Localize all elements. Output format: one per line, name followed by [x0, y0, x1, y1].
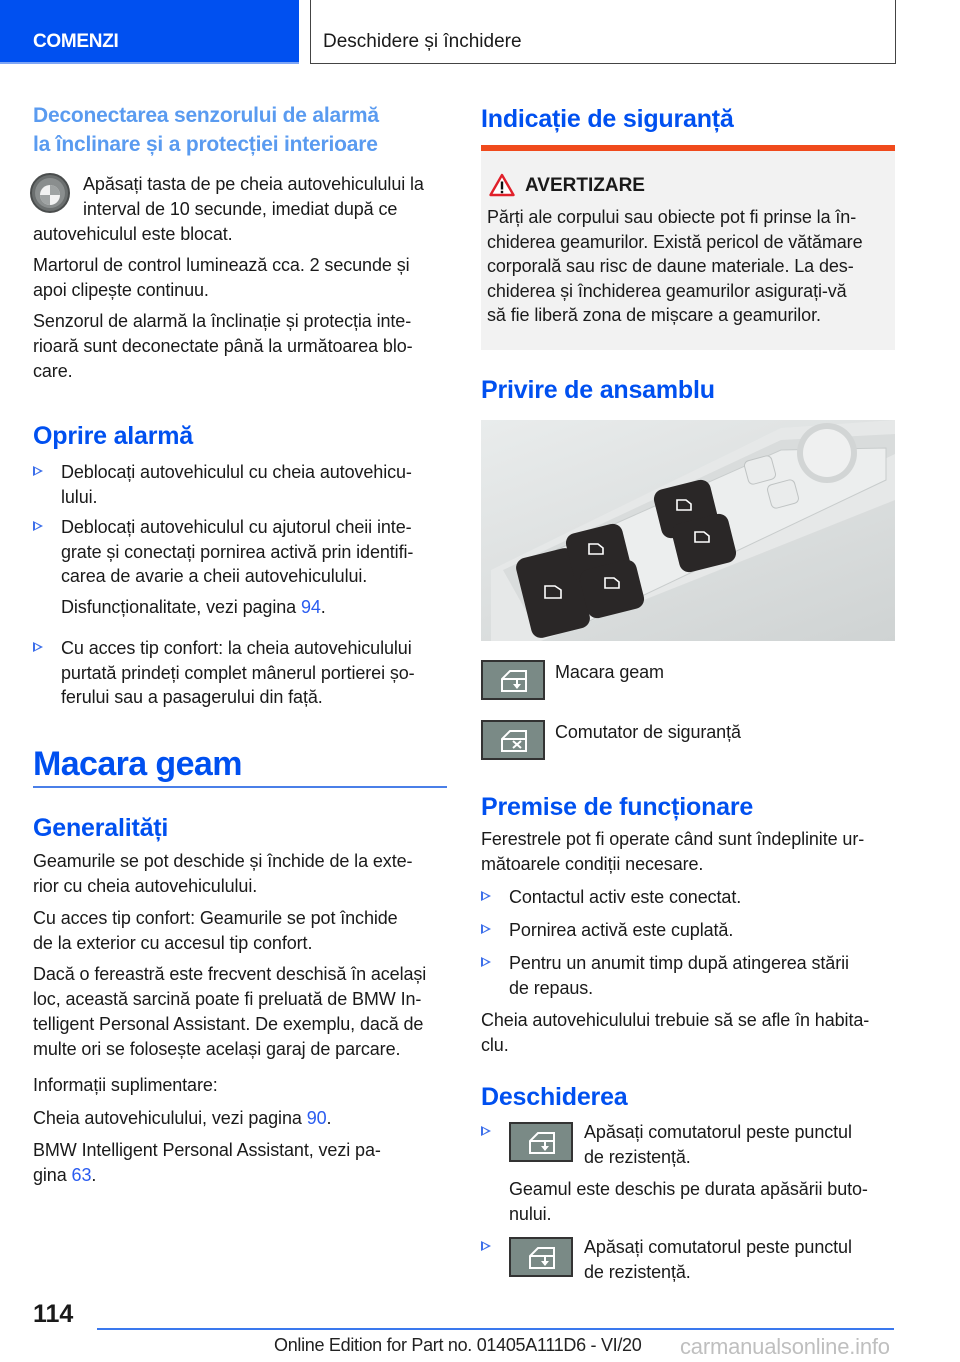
list-item-text: Pornirea activă este cuplată.: [509, 920, 734, 940]
heading-disarm-sensor: [33, 101, 379, 159]
paragraph-line: loc, această sarcină poate fi preluată de BMW In-: [33, 989, 422, 1009]
door-window-switch-panel-photo: [481, 420, 895, 641]
text: Disfuncționalitate, vezi pagina: [61, 596, 301, 617]
paragraph-line: rioară sunt deconectate până la următoarea blo-: [33, 336, 413, 356]
paragraph-line: telligent Personal Assistant. De exemplu, dacă de: [33, 1014, 424, 1034]
list-item: [481, 951, 895, 1001]
paragraph-line: rior cu cheia autovehiculului.: [33, 876, 258, 896]
heading-line: Deconectarea senzorului de alarmă: [33, 104, 379, 127]
text-line: Geamul este deschis pe durata apăsării buto-: [509, 1179, 868, 1199]
list-item-text: Contactul activ este conectat.: [509, 887, 742, 907]
paragraph-line: interval de 10 secunde, imediat după ce: [83, 199, 398, 219]
text-line: chiderea și închiderea geamurilor asigurați-vă: [487, 280, 847, 301]
bullet-triangle-icon: [481, 1241, 491, 1251]
text: .: [326, 1108, 332, 1128]
page-header: [0, 0, 960, 66]
cross-reference: [33, 1106, 331, 1131]
page-link-63[interactable]: 63: [71, 1165, 92, 1185]
heading-stop-alarm: Oprire alarmă: [33, 422, 193, 450]
paragraph-line: mătoarele condiții necesare.: [481, 854, 704, 874]
text-line: Deblocați autovehiculul cu ajutorul cheii inte-: [61, 517, 412, 537]
text-line: Pentru un anumit timp după atingerea stării: [509, 953, 849, 973]
paragraph-line: BMW Intelligent Personal Assistant, vezi pa-: [33, 1140, 381, 1160]
divider: [33, 786, 447, 788]
section-title: Deschidere și închidere: [323, 31, 522, 52]
text: .: [320, 596, 326, 617]
paragraph-line: autovehiculul este blocat.: [33, 224, 233, 244]
text-line: purtată prindeți complet mânerul portierei șo-: [61, 662, 415, 683]
heading-safety: Indicație de siguranță: [481, 105, 734, 133]
heading-overview: Privire de ansamblu: [481, 376, 715, 404]
text-line: ferului sau a pasagerului din față.: [61, 687, 323, 707]
bullet-triangle-icon: [33, 466, 43, 476]
paragraph-line: multe ori se folosește același garaj de parcare.: [33, 1039, 401, 1059]
text-line: carea de avarie a cheii autovehiculului.: [61, 566, 368, 586]
list-item: [481, 885, 895, 911]
heading-line: la înclinare și a protecției interioare: [33, 133, 378, 156]
list-item-text: [61, 515, 447, 619]
list-item-text: [509, 951, 895, 1000]
paragraph-line: Cheia autovehiculului trebuie să se afle în habita-: [481, 1010, 870, 1030]
footer-divider: [97, 1328, 894, 1330]
list-item-text: [61, 460, 447, 509]
legend-label: Macara geam: [555, 662, 664, 682]
text-line: Apăsați comutatorul peste punctul: [584, 1237, 852, 1257]
warning-text: [487, 205, 892, 328]
text-line: chiderea geamurilor. Există pericol de vătămare: [487, 231, 863, 252]
bullet-triangle-icon: [481, 891, 491, 901]
paragraph-line: Cu acces tip confort: Geamurile se pot închide: [33, 908, 398, 928]
list-item: [481, 918, 895, 944]
paragraph-line: Dacă o fereastră este frecvent deschisă în același: [33, 964, 427, 984]
edition-label: Online Edition for Part no. 01405A111D6 - VI/20: [274, 1335, 642, 1355]
heading-window-lifter: Macara geam: [33, 745, 242, 783]
list-item: [33, 460, 447, 510]
paragraph-line: Senzorul de alarmă la înclinație și protecția inte-: [33, 311, 412, 331]
paragraph-line: Apăsați tasta de pe cheia autovehiculului la: [83, 174, 424, 194]
text-line: Părți ale corpului sau obiecte pot fi prinse la în-: [487, 207, 857, 227]
bmw-key-button-icon: [29, 172, 71, 214]
text-line: corporală sau risc de daune materiale. La des-: [487, 256, 854, 276]
safety-switch-icon: [481, 720, 545, 760]
text-line: Cu acces tip confort: la cheia autovehiculului: [61, 638, 412, 658]
bullet-triangle-icon: [481, 1126, 491, 1136]
watermark: carmanualsonline.info: [680, 1334, 890, 1359]
text-line: de rezistență.: [584, 1262, 691, 1282]
warning-box: [481, 145, 895, 350]
list-item: [33, 515, 447, 625]
heading-general: Generalități: [33, 814, 169, 842]
window-lifter-icon: [481, 660, 545, 700]
text: gina: [33, 1165, 72, 1185]
bullet-triangle-icon: [481, 924, 491, 934]
text-line: Apăsați comutatorul peste punctul: [584, 1122, 852, 1142]
window-lifter-icon: [509, 1122, 573, 1162]
text-line: să fie liberă zona de mișcare a geamurilor.: [487, 305, 821, 325]
page-link-90[interactable]: 90: [306, 1108, 327, 1128]
list-item-text: [61, 636, 447, 710]
chapter-title: COMENZI: [33, 31, 119, 52]
warning-label: AVERTIZARE: [525, 175, 645, 196]
heading-preconditions: Premise de funcționare: [481, 793, 754, 821]
paragraph-line: Ferestrele pot fi operate când sunt îndeplinite ur-: [481, 829, 865, 849]
paragraph-line: Informații suplimentare:: [33, 1075, 218, 1095]
bullet-triangle-icon: [33, 642, 43, 652]
text-line: Deblocați autovehiculul cu cheia autovehicu-: [61, 462, 412, 482]
text-line: de repaus.: [509, 977, 594, 998]
bullet-triangle-icon: [481, 957, 491, 967]
text-line: grate și conectați pornirea activă prin identifi-: [61, 541, 414, 562]
paragraph-line: de la exterior cu accesul tip confort.: [33, 933, 313, 953]
legend-label: Comutator de siguranță: [555, 722, 741, 742]
window-lifter-icon: [509, 1237, 573, 1277]
paragraph-line: clu.: [481, 1035, 509, 1055]
text: .: [91, 1165, 97, 1185]
text: Cheia autovehiculului, vezi pagina: [33, 1108, 307, 1128]
paragraph-line: Martorul de control luminează cca. 2 secunde și: [33, 255, 410, 275]
text-line: de rezistență.: [584, 1147, 691, 1167]
list-item: [33, 636, 447, 711]
page-number: 114: [33, 1300, 74, 1328]
section-tab: [310, 0, 896, 64]
paragraph-line: care.: [33, 361, 73, 381]
paragraph-line: Geamurile se pot deschide și închide de la exte-: [33, 851, 413, 871]
page-link-94[interactable]: 94: [300, 596, 321, 617]
text-line: lului.: [61, 486, 98, 507]
chapter-tab: [0, 0, 299, 64]
paragraph-line: apoi clipește continuu.: [33, 280, 209, 300]
warning-triangle-icon: [489, 173, 515, 197]
text-line: nului.: [509, 1204, 552, 1224]
heading-opening: Deschiderea: [481, 1083, 628, 1111]
cross-reference: [61, 595, 447, 620]
cross-reference: [33, 1163, 96, 1188]
bullet-triangle-icon: [33, 521, 43, 531]
